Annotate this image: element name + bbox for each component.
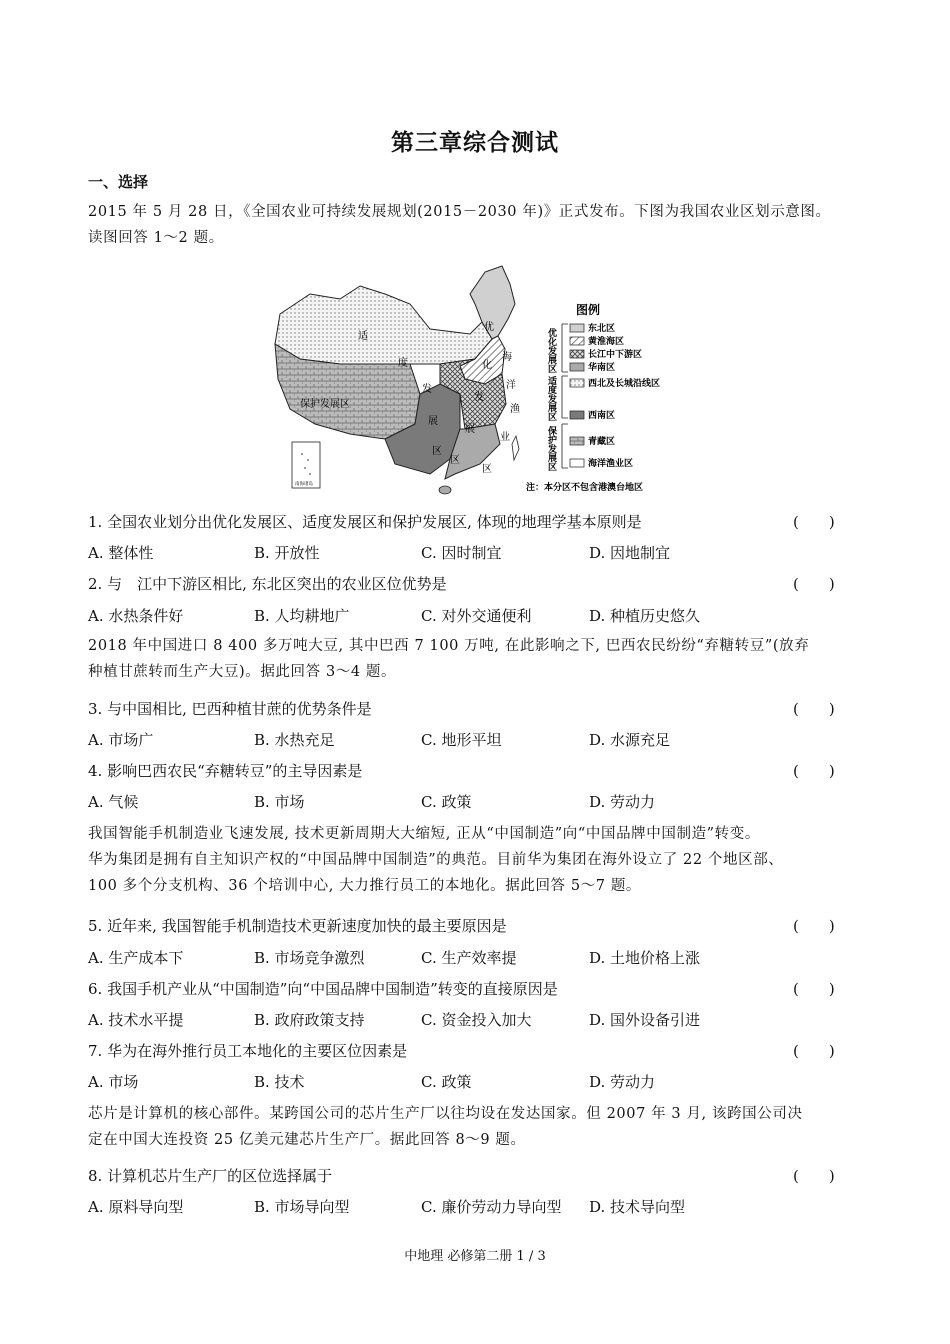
label-du: 度 — [398, 358, 408, 369]
intro-line: 定在中国大连投资 25 亿美元建芯片生产厂。据此回答 8～9 题。 — [88, 1132, 526, 1148]
question-4-options — [88, 789, 868, 815]
question-2 — [88, 571, 868, 597]
region-northwest — [275, 286, 492, 364]
option-c[interactable]: C. 地形平坦 — [421, 731, 502, 749]
legend-group-optimize: 优化发展区 — [546, 328, 556, 373]
option-c[interactable]: C. 对外交通便利 — [421, 607, 532, 625]
question-4 — [88, 758, 868, 784]
question-7 — [88, 1038, 868, 1064]
option-c[interactable]: C. 廉价劳动力导向型 — [421, 1198, 562, 1216]
option-c[interactable]: C. 因时制宜 — [421, 544, 502, 562]
legend-swatch-northeast — [570, 324, 584, 332]
intro-line: 2018 年中国进口 8 400 多万吨大豆, 其中巴西 7 100 万吨, 在此影响之下, 巴西农民纷纷“弃糖转豆”(放弃 — [88, 638, 810, 654]
option-d[interactable]: D. 种植历史悠久 — [589, 607, 701, 625]
option-b[interactable]: B. 开放性 — [254, 544, 320, 562]
option-c[interactable]: C. 生产效率提 — [421, 949, 517, 967]
section-heading: 一、选择 — [88, 173, 149, 191]
option-a[interactable]: A. 整体性 — [88, 544, 154, 562]
intro-line: 华为集团是拥有自主知识产权的“中国品牌中国制造”的典范。目前华为集团在海外设立了 22 个地区部、 — [88, 852, 784, 868]
question-7-options — [88, 1069, 868, 1095]
legend-swatch-yangtze — [570, 350, 584, 358]
option-b[interactable]: B. 政府政策支持 — [254, 1011, 365, 1029]
question-8-options — [88, 1194, 868, 1220]
option-a[interactable]: A. 市场 — [88, 1073, 139, 1091]
legend-item-3: 华南区 — [588, 363, 616, 373]
legend-swatch-south-china — [570, 363, 584, 371]
label-hai: 海 — [502, 352, 512, 363]
option-a[interactable]: A. 原料导向型 — [88, 1198, 184, 1216]
intro-line: 读图回答 1～2 题。 — [88, 230, 224, 246]
label-qu2: 区 — [450, 455, 460, 466]
legend-swatch-southwest — [570, 411, 584, 419]
label-hua: 化 — [482, 360, 492, 371]
option-a[interactable]: A. 水热条件好 — [88, 607, 184, 625]
answer-blank[interactable]: ( ) — [793, 700, 835, 718]
question-stem: 7. 华为在海外推行员工本地化的主要区位因素是 — [88, 1042, 408, 1060]
question-stem: 2. 与 江中下游区相比, 东北区突出的农业区位优势是 — [88, 575, 447, 593]
option-b[interactable]: B. 水热充足 — [254, 731, 335, 749]
label-zhan2: 展 — [465, 424, 475, 435]
label-you: 优 — [484, 322, 494, 333]
question-2-options — [88, 603, 868, 629]
legend-item-5: 西南区 — [588, 411, 616, 421]
map-note: 注：本分区不包含港澳台地区 — [526, 483, 644, 493]
answer-blank[interactable]: ( ) — [793, 1167, 835, 1185]
answer-blank[interactable]: ( ) — [793, 980, 835, 998]
question-stem: 8. 计算机芯片生产厂的区位选择属于 — [88, 1167, 333, 1185]
question-6-options — [88, 1007, 868, 1033]
answer-blank[interactable]: ( ) — [793, 513, 835, 531]
option-c[interactable]: C. 政策 — [421, 793, 472, 811]
legend-item-1: 黄淮海区 — [588, 337, 625, 347]
option-b[interactable]: B. 技术 — [254, 1073, 305, 1091]
legend-group-protect: 保护发展区 — [546, 426, 556, 471]
agriculture-zoning-map — [270, 264, 680, 500]
question-5 — [88, 913, 868, 939]
intro-line: 芯片是计算机的核心部件。某跨国公司的芯片生产厂以往均设在发达国家。但 2007 年 3 月, 该跨国公司决 — [88, 1106, 803, 1122]
intro-line: 我国智能手机制造业飞速发展, 技术更新周期大大缩短, 正从“中国制造”向“中国品牌中国制造”转变。 — [88, 826, 760, 842]
page-title: 第三章综合测试 — [391, 130, 559, 156]
legend-item-4: 西北及长城沿线区 — [588, 379, 661, 389]
label-shi: 适 — [358, 331, 368, 342]
question-8 — [88, 1163, 868, 1189]
option-c[interactable]: C. 资金投入加大 — [421, 1011, 532, 1029]
option-a[interactable]: A. 技术水平提 — [88, 1011, 184, 1029]
option-a[interactable]: A. 市场广 — [88, 731, 154, 749]
legend-item-6: 青藏区 — [588, 437, 616, 447]
legend-swatch-huanghuaihai — [570, 337, 584, 345]
question-3 — [88, 696, 868, 722]
label-zhan: 展 — [428, 416, 438, 427]
legend-item-0: 东北区 — [588, 324, 616, 334]
question-stem: 6. 我国手机产业从“中国制造”向“中国品牌中国制造”转变的直接原因是 — [88, 980, 558, 998]
inset-label: 南海诸岛 — [295, 482, 313, 487]
question-stem: 5. 近年来, 我国智能手机制造技术更新速度加快的最主要原因是 — [88, 917, 507, 935]
region-hainan — [439, 486, 451, 494]
answer-blank[interactable]: ( ) — [793, 575, 835, 593]
label-yang: 洋 — [506, 380, 516, 391]
option-a[interactable]: A. 气候 — [88, 793, 139, 811]
option-a[interactable]: A. 生产成本下 — [88, 949, 184, 967]
option-d[interactable]: D. 土地价格上涨 — [589, 949, 701, 967]
question-1-options — [88, 540, 868, 566]
intro-line: 2015 年 5 月 28 日，《全国农业可持续发展规划(2015－2030 年)》正式发布。下图为我国农业区划示意图。 — [88, 204, 831, 220]
intro-paragraph-2 — [88, 633, 868, 685]
option-d[interactable]: D. 水源充足 — [589, 731, 671, 749]
option-b[interactable]: B. 市场 — [254, 793, 305, 811]
label-fa: 发 — [422, 384, 432, 395]
label-ye: 业 — [500, 432, 510, 443]
option-c[interactable]: C. 政策 — [421, 1073, 472, 1091]
label-qu3: 区 — [482, 464, 492, 475]
question-6 — [88, 976, 868, 1002]
question-5-options — [88, 945, 868, 971]
intro-paragraph-3 — [88, 821, 868, 899]
option-b[interactable]: B. 市场竞争激烈 — [254, 949, 365, 967]
question-stem: 1. 全国农业划分出优化发展区、适度发展区和保护发展区, 体现的地理学基本原则是 — [88, 513, 642, 531]
label-qu: 区 — [432, 446, 442, 457]
legend-item-2: 长江中下游区 — [588, 350, 643, 360]
option-b[interactable]: B. 市场导向型 — [254, 1198, 350, 1216]
region-taiwan — [512, 436, 519, 460]
legend-swatch-marine — [570, 459, 584, 467]
option-d[interactable]: D. 国外设备引进 — [589, 1011, 701, 1029]
option-b[interactable]: B. 人均耕地广 — [254, 607, 350, 625]
option-d[interactable]: D. 因地制宜 — [589, 544, 671, 562]
question-stem: 3. 与中国相比, 巴西种植甘蔗的优势条件是 — [88, 700, 372, 718]
intro-line: 种植甘蔗转而生产大豆)。据此回答 3～4 题。 — [88, 664, 397, 680]
answer-blank[interactable]: ( ) — [793, 762, 835, 780]
legend-item-7: 海洋渔业区 — [588, 459, 634, 469]
question-1 — [88, 509, 868, 535]
intro-paragraph-1 — [88, 199, 868, 251]
legend-title: 图例 — [576, 303, 601, 317]
label-yu: 渔 — [510, 404, 520, 415]
intro-paragraph-4 — [88, 1101, 868, 1153]
option-d[interactable]: D. 劳动力 — [589, 1073, 656, 1091]
label-fa2: 发 — [474, 392, 484, 403]
answer-blank[interactable]: ( ) — [793, 917, 835, 935]
question-3-options — [88, 727, 868, 753]
option-d[interactable]: D. 技术导向型 — [589, 1198, 686, 1216]
legend-swatch-qinghai-tibet — [570, 437, 584, 445]
answer-blank[interactable]: ( ) — [793, 1042, 835, 1060]
intro-line: 100 多个分支机构、36 个培训中心, 大力推行员工的本地化。据此回答 5～7 题。 — [88, 878, 642, 894]
legend-group-moderate: 适度发展区 — [546, 376, 556, 421]
label-baohu: 保护发展区 — [300, 399, 350, 410]
question-stem: 4. 影响巴西农民“弃糖转豆”的主导因素是 — [88, 762, 363, 780]
legend-swatch-northwest — [570, 379, 584, 387]
page-footer: 中地理 必修第二册 1 / 3 — [404, 1249, 546, 1264]
option-d[interactable]: D. 劳动力 — [589, 793, 656, 811]
